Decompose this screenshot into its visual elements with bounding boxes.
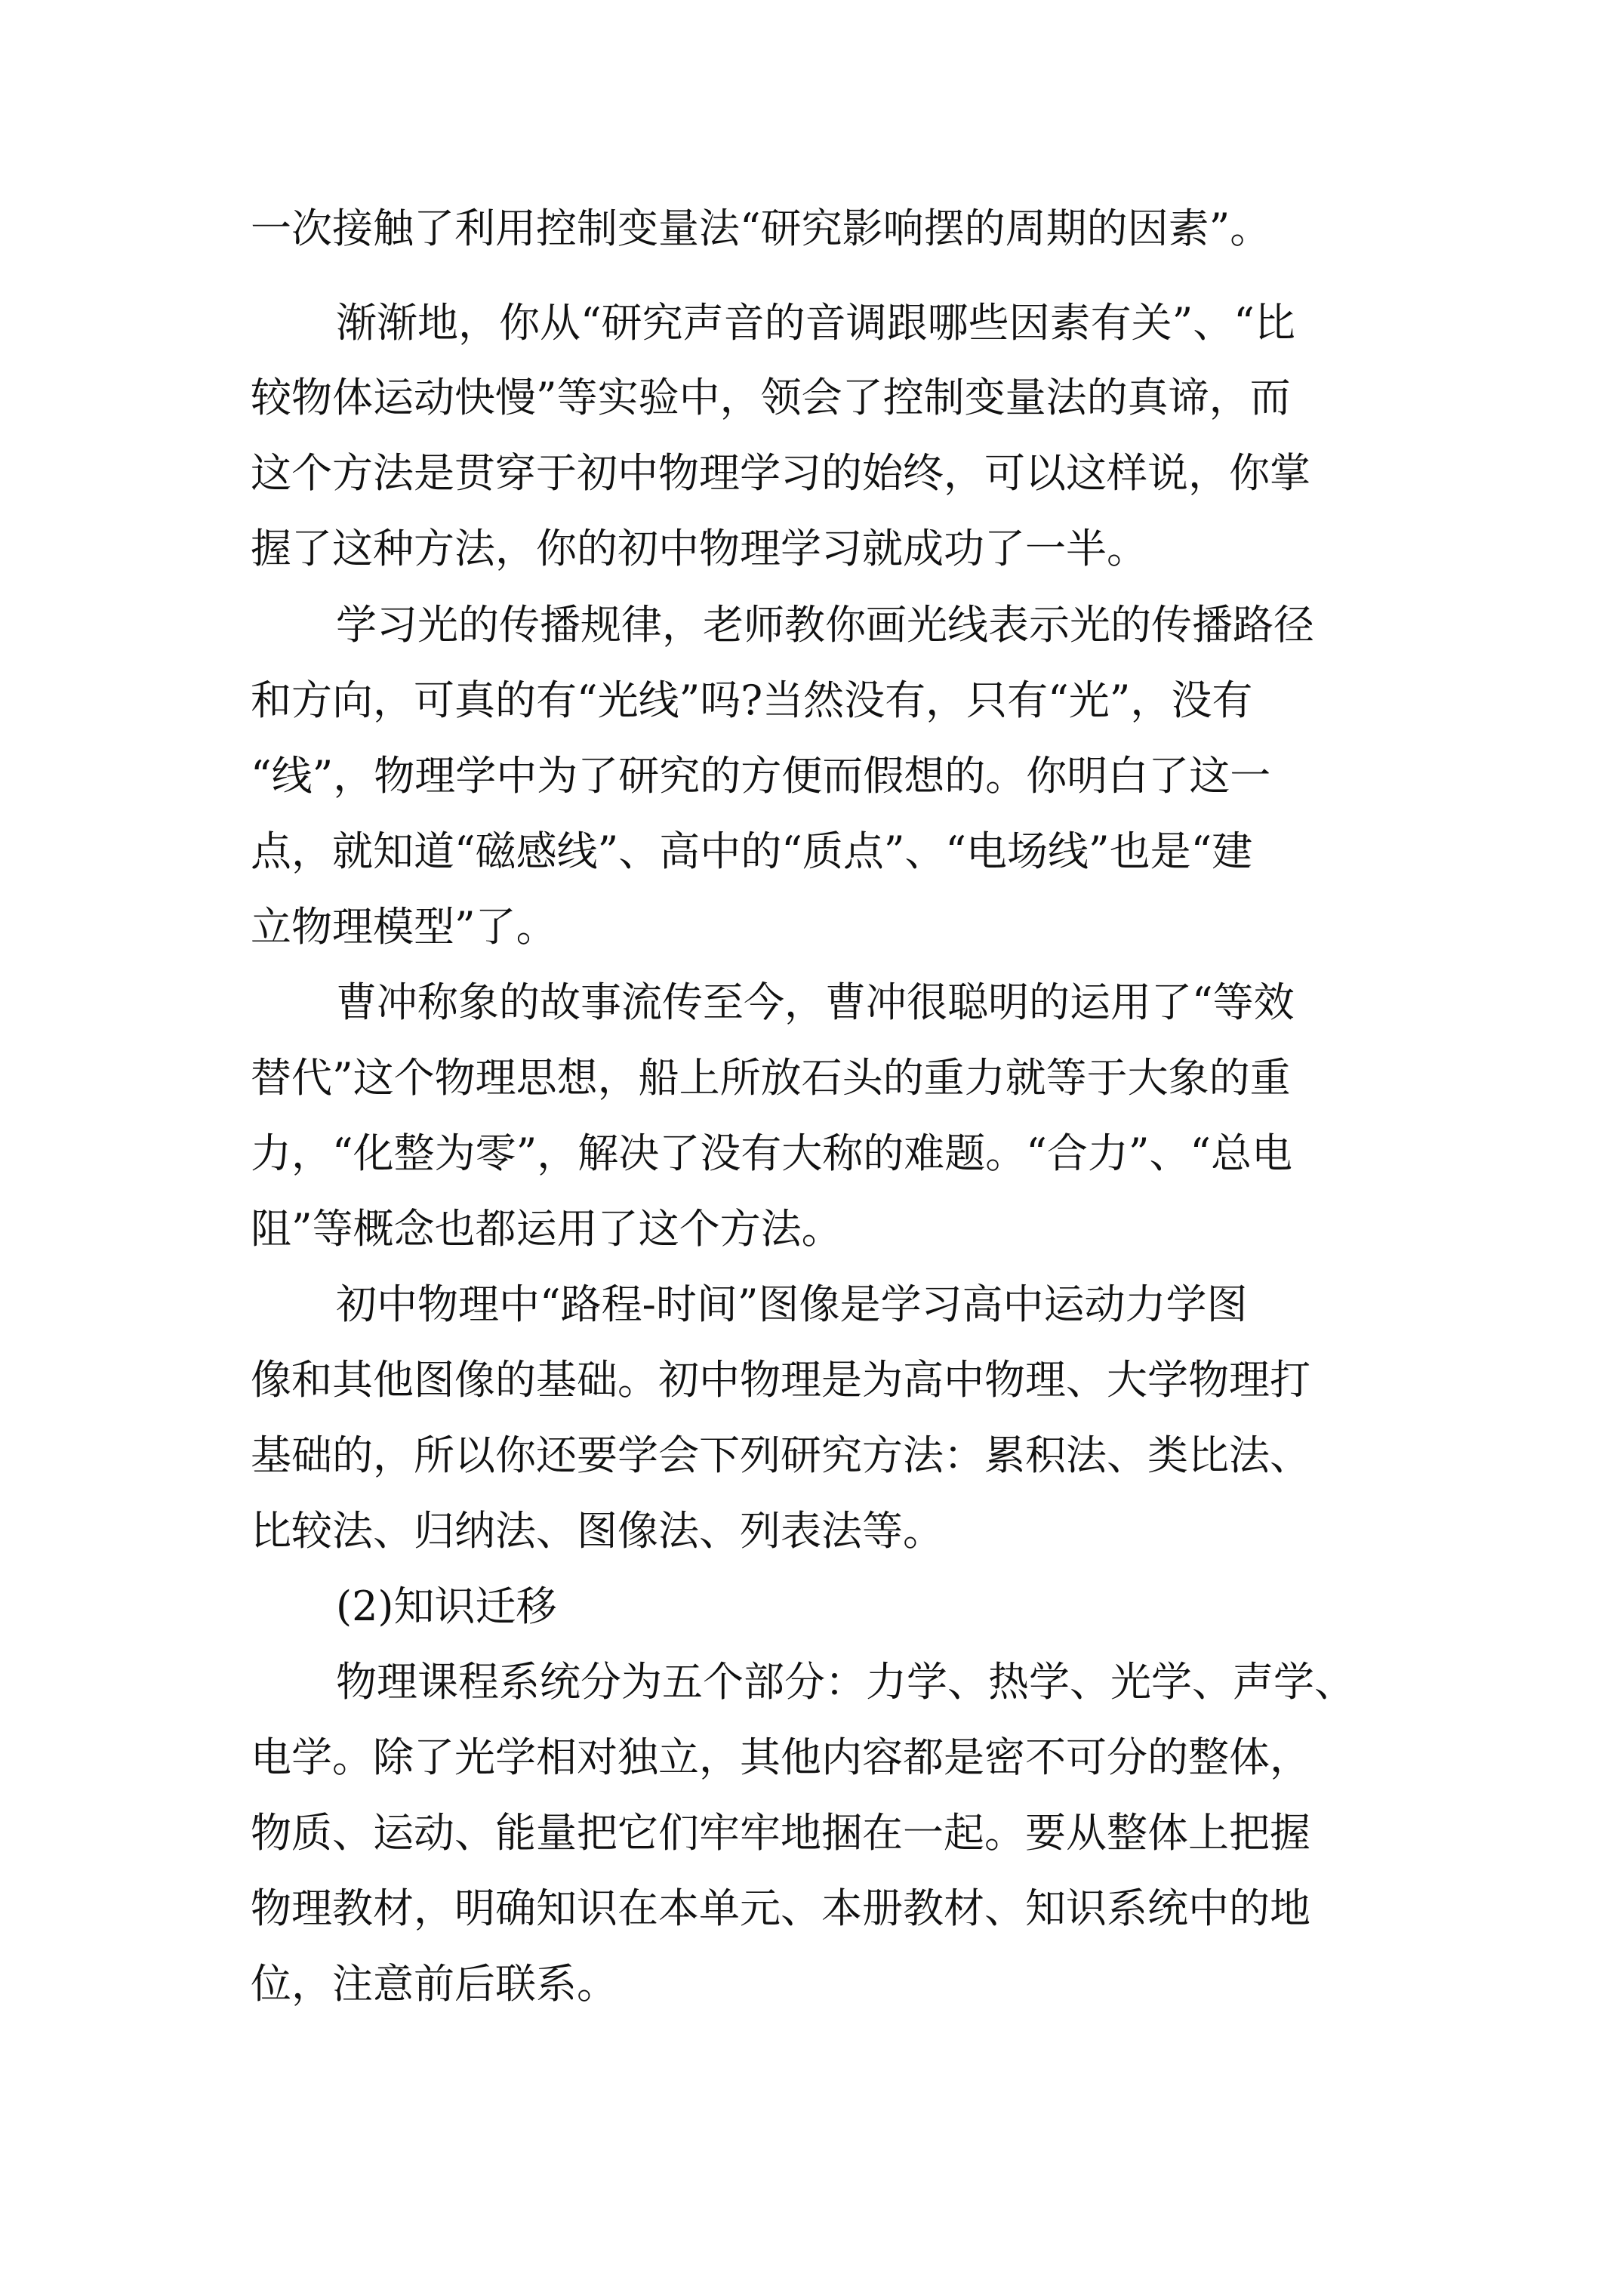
text-line: 替代”这个物理思想，船上所放石头的重力就等于大象的重	[251, 1054, 1291, 1102]
text-line: 基础的，所以你还要学会下列研究方法：累积法、类比法、	[251, 1432, 1310, 1479]
text-line: 位，注意前后联系。	[251, 1960, 617, 2008]
text-line: 较物体运动快慢”等实验中，领会了控制变量法的真谛，而	[251, 374, 1291, 421]
paragraph-first-line: 曹冲称象的故事流传至今，曹冲很聪明的运用了“等效	[336, 978, 1295, 1026]
text-line: 和方向，可真的有“光线”吗?当然没有，只有“光”，没有	[251, 676, 1253, 724]
paragraph-first-line: 初中物理中“路程-时间”图像是学习高中运动力学图	[336, 1281, 1248, 1328]
section-heading: (2)知识迁移	[336, 1583, 557, 1630]
text-line: 点，就知道“磁感线”、高中的“质点”、“电场线”也是“建	[251, 827, 1253, 875]
paragraph-first-line: 学习光的传播规律，老师教你画光线表示光的传播路径	[336, 601, 1314, 649]
text-line: 握了这种方法，你的初中物理学习就成功了一半。	[251, 525, 1147, 572]
text-line: “线”，物理学中为了研究的方便而假想的。你明白了这一	[251, 752, 1271, 800]
text-line: 这个方法是贯穿于初中物理学习的始终，可以这样说，你掌	[251, 449, 1310, 497]
text-line: 物理教材，明确知识在本单元、本册教材、知识系统中的地	[251, 1885, 1310, 1932]
text-line: 电学。除了光学相对独立，其他内容都是密不可分的整体，	[251, 1734, 1310, 1781]
paragraph-first-line: 渐渐地，你从“研究声音的音调跟哪些因素有关”、“比	[336, 299, 1295, 347]
text-line: 物质、运动、能量把它们牢牢地捆在一起。要从整体上把握	[251, 1809, 1310, 1857]
text-line: 像和其他图像的基础。初中物理是为高中物理、大学物理打	[251, 1356, 1310, 1404]
text-line: 立物理模型”了。	[251, 903, 557, 951]
paragraph-first-line: 物理课程系统分为五个部分：力学、热学、光学、声学、	[336, 1658, 1355, 1706]
text-line: 力，“化整为零”，解决了没有大称的难题。“合力”、“总电	[251, 1130, 1293, 1177]
text-line: 比较法、归纳法、图像法、列表法等。	[251, 1507, 944, 1555]
text-line: 阻”等概念也都运用了这个方法。	[251, 1205, 842, 1253]
text-line: 一次接触了利用控制变量法“研究影响摆的周期的因素”。	[251, 205, 1271, 252]
